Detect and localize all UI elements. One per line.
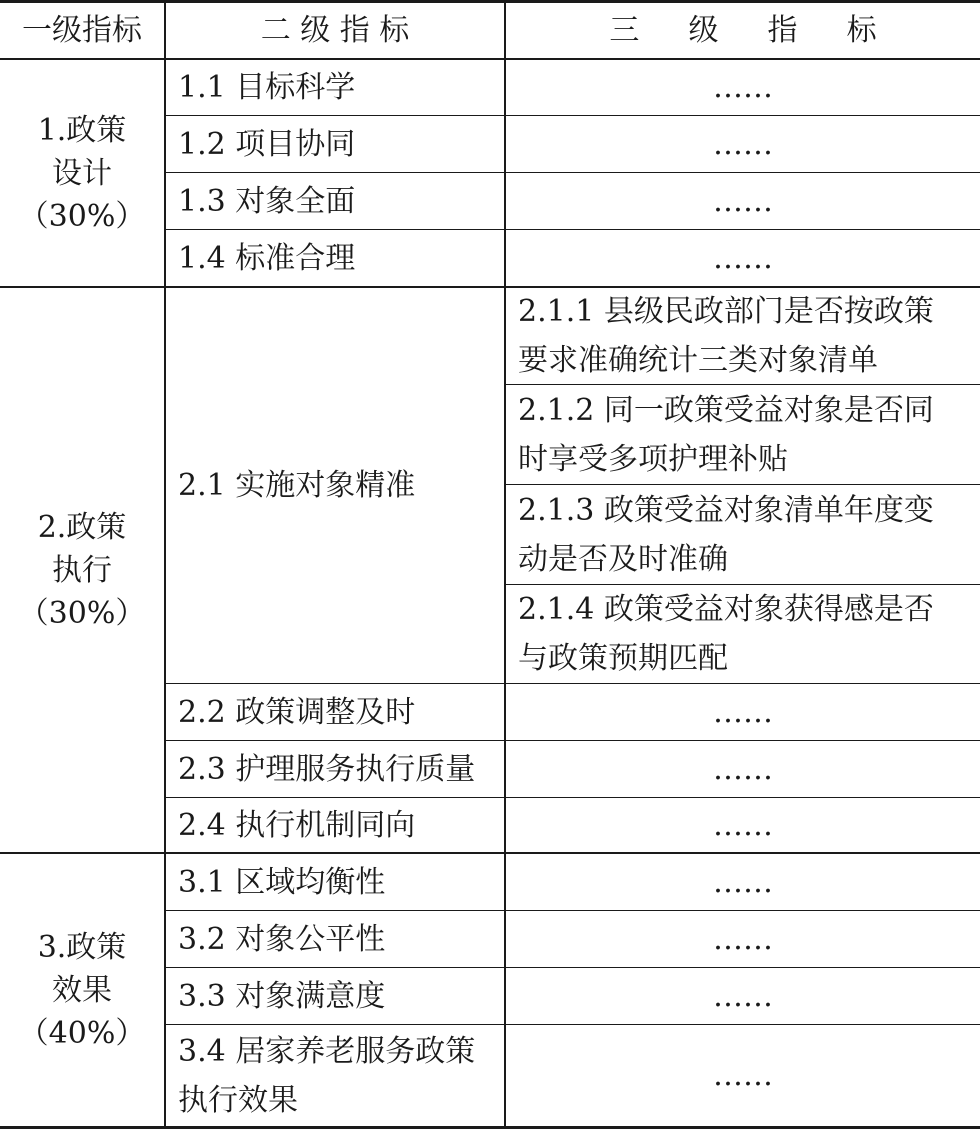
level1-label: 3.政策 (37, 929, 127, 965)
level2-cell: 2.3 护理服务执行质量 (178, 751, 476, 787)
level1-weight: （40%） (18, 1015, 146, 1051)
level3-ellipsis: …… (713, 751, 773, 787)
level3-ellipsis: …… (713, 126, 773, 162)
level3-ellipsis: …… (713, 694, 773, 730)
header-level1: 一级指标 (22, 13, 142, 48)
level1-label: 1.政策 (37, 112, 127, 148)
level3-ellipsis: …… (713, 240, 773, 276)
level1-label: 2.政策 (37, 509, 127, 545)
level2-cell: 1.2 项目协同 (178, 126, 356, 162)
level2-cell: 1.1 目标科学 (178, 70, 356, 105)
level1-cell-design (0, 60, 164, 286)
level2-cell: 1.4 标准合理 (178, 240, 356, 276)
level2-cell: 3.4 居家养老服务政策 执行效果 (178, 1033, 476, 1118)
level3-cell: 2.1.2 同一政策受益对象是否同 时享受多项护理补贴 (518, 392, 934, 477)
header-level3: 三 级 指 标 (609, 13, 877, 48)
level1-label: 效果 (52, 972, 112, 1008)
level3-ellipsis: …… (713, 921, 773, 957)
level1-weight: （30%） (18, 595, 146, 631)
rule-bottom (0, 1126, 980, 1129)
level3-cell: 2.1.1 县级民政部门是否按政策 要求准确统计三类对象清单 (518, 294, 934, 378)
level1-label: 设计 (52, 155, 112, 191)
level3-cell: 2.1.3 政策受益对象清单年度变 动是否及时准确 (518, 492, 934, 577)
level2-cell: 3.3 对象满意度 (178, 978, 386, 1014)
level2-cell: 2.4 执行机制同向 (178, 807, 416, 843)
level2-cell: 2.2 政策调整及时 (178, 694, 416, 730)
level2-cell: 3.2 对象公平性 (178, 921, 386, 957)
level3-ellipsis: …… (713, 183, 773, 219)
header-level2: 二 级 指 标 (260, 13, 410, 48)
level3-cell: 2.1.4 政策受益对象获得感是否 与政策预期匹配 (518, 592, 934, 676)
level3-ellipsis: …… (713, 70, 773, 105)
level1-cell-execution (0, 288, 164, 852)
level2-cell: 2.1 实施对象精准 (178, 468, 416, 503)
level3-ellipsis: …… (713, 978, 773, 1014)
level3-ellipsis: …… (713, 864, 773, 900)
level3-ellipsis: …… (713, 807, 773, 843)
level1-weight: （30%） (18, 198, 146, 234)
level3-ellipsis: …… (713, 1058, 773, 1093)
level1-label: 执行 (52, 552, 112, 588)
level2-cell: 1.3 对象全面 (178, 183, 356, 219)
level2-cell: 3.1 区域均衡性 (178, 864, 386, 900)
level1-cell-effect (0, 854, 164, 1126)
